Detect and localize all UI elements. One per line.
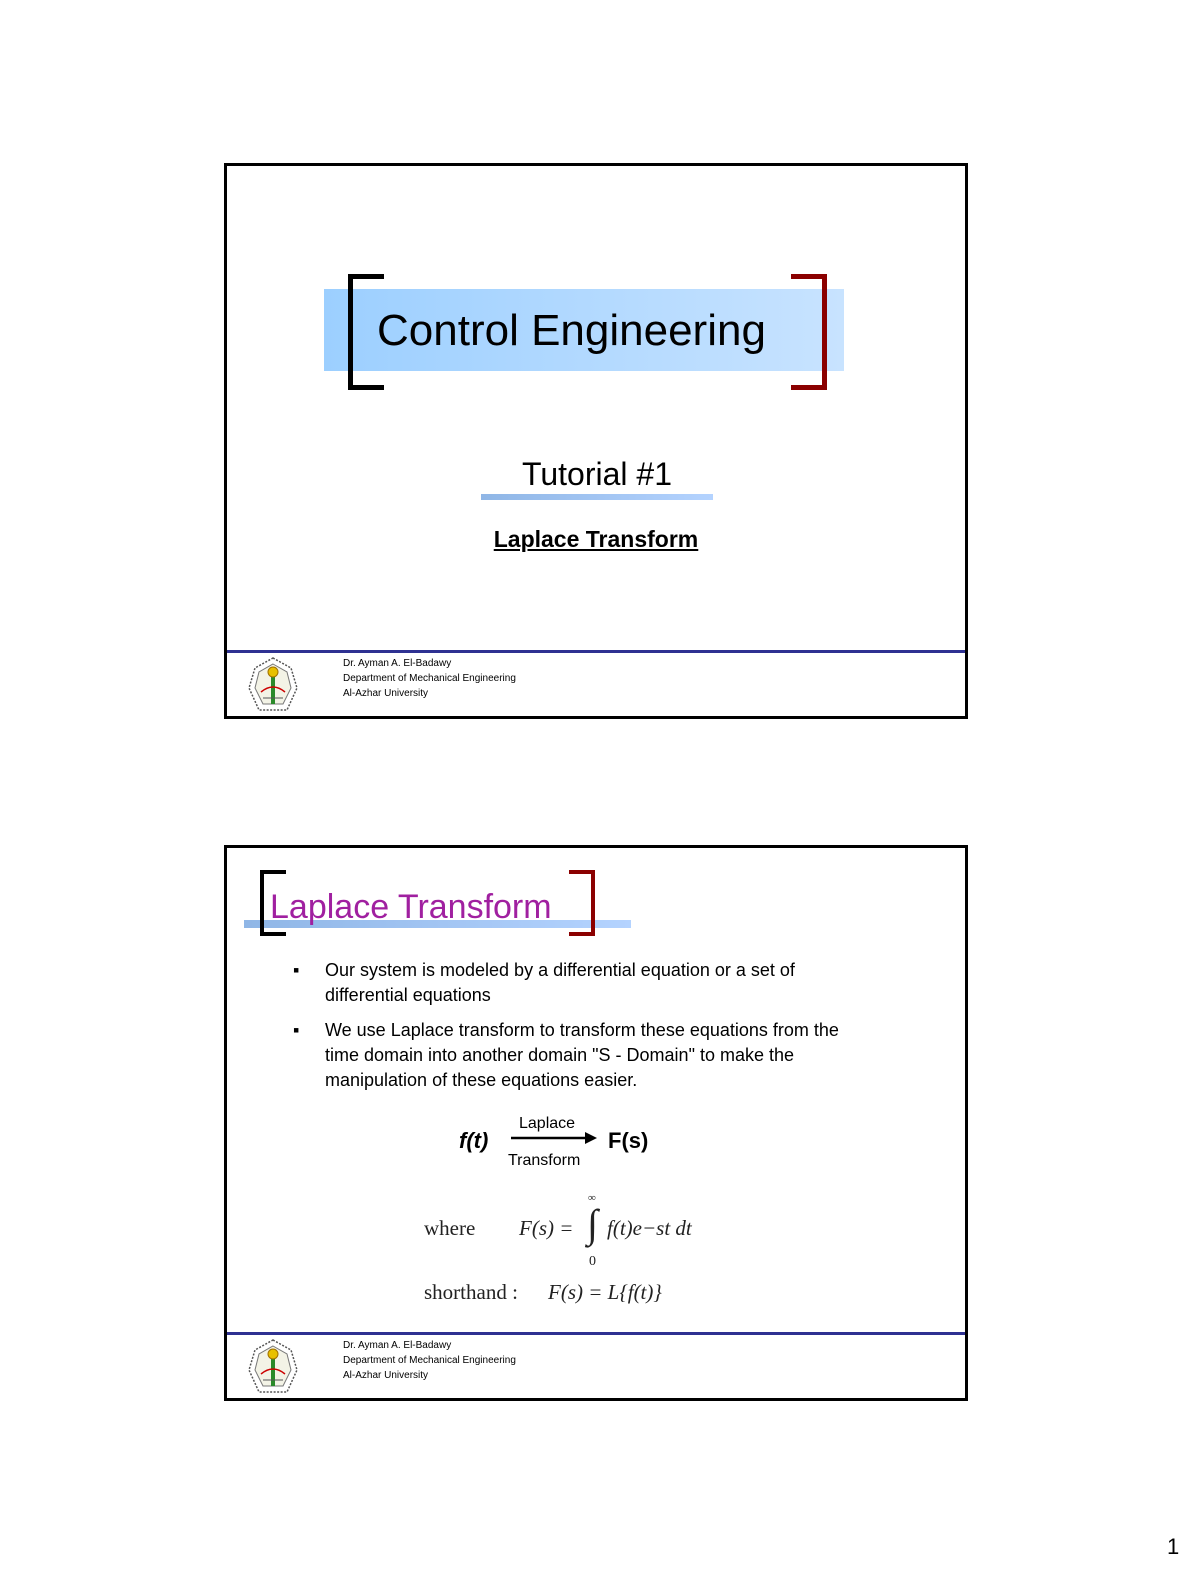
tutorial-heading: Tutorial #1 xyxy=(522,456,672,492)
footer-credits xyxy=(343,656,516,701)
formula-shorthand: F(s) = L{f(t)} xyxy=(548,1280,662,1304)
title-bracket-right xyxy=(569,870,595,936)
tutorial-underline-bar xyxy=(481,494,713,500)
integral-lower-limit: 0 xyxy=(589,1254,596,1269)
bullet-list xyxy=(293,958,853,1103)
formula-where-integrand: f(t)e−st dt xyxy=(607,1216,692,1240)
arrow-label-bottom: Transform xyxy=(508,1152,581,1169)
university-crest-icon xyxy=(247,656,299,716)
university-crest-icon xyxy=(247,1338,299,1398)
footer-university: Al-Azhar University xyxy=(343,1370,429,1381)
footer-department: Department of Mechanical Engineering xyxy=(343,1355,516,1366)
list-item xyxy=(293,1018,853,1093)
footer-credits xyxy=(343,1338,516,1383)
footer-rule xyxy=(227,1332,965,1335)
title-bracket-right xyxy=(791,274,827,390)
bullet-text: We use Laplace transform to transform these equations from the time domain into another domain "S - Domain" to make the manipulation of these equations easier. xyxy=(325,1020,839,1090)
footer-university: Al-Azhar University xyxy=(343,688,429,699)
page-number: 1 xyxy=(1167,1534,1180,1559)
arrow-right-icon xyxy=(511,1130,597,1146)
bullet-icon: ▪ xyxy=(293,960,300,980)
integral-icon: ∫ xyxy=(587,1201,598,1246)
formula-shorthand-label: shorthand : xyxy=(424,1280,518,1304)
tutorial-subtitle: Laplace Transform xyxy=(493,526,699,552)
slide-2 xyxy=(224,845,968,1401)
formula-where-label: where xyxy=(424,1216,476,1240)
footer-rule xyxy=(227,650,965,653)
formula-where-lhs: F(s) = xyxy=(519,1216,574,1240)
integral-upper-limit: ∞ xyxy=(588,1192,596,1204)
slide-title: Control Engineering xyxy=(377,306,766,355)
bullet-icon: ▪ xyxy=(293,1020,300,1040)
slide-title: Laplace Transform xyxy=(270,888,552,926)
footer-author: Dr. Ayman A. El-Badawy xyxy=(343,658,452,669)
diagram-output: F(s) xyxy=(608,1128,649,1153)
bullet-text: Our system is modeled by a differential equation or a set of differential equations xyxy=(325,960,795,1005)
footer-author: Dr. Ayman A. El-Badawy xyxy=(343,1340,452,1351)
arrow-label-top: Laplace xyxy=(519,1115,576,1132)
footer-department: Department of Mechanical Engineering xyxy=(343,673,516,684)
diagram-input: f(t) xyxy=(459,1128,489,1153)
list-item xyxy=(293,958,853,1008)
slide-1 xyxy=(224,163,968,719)
